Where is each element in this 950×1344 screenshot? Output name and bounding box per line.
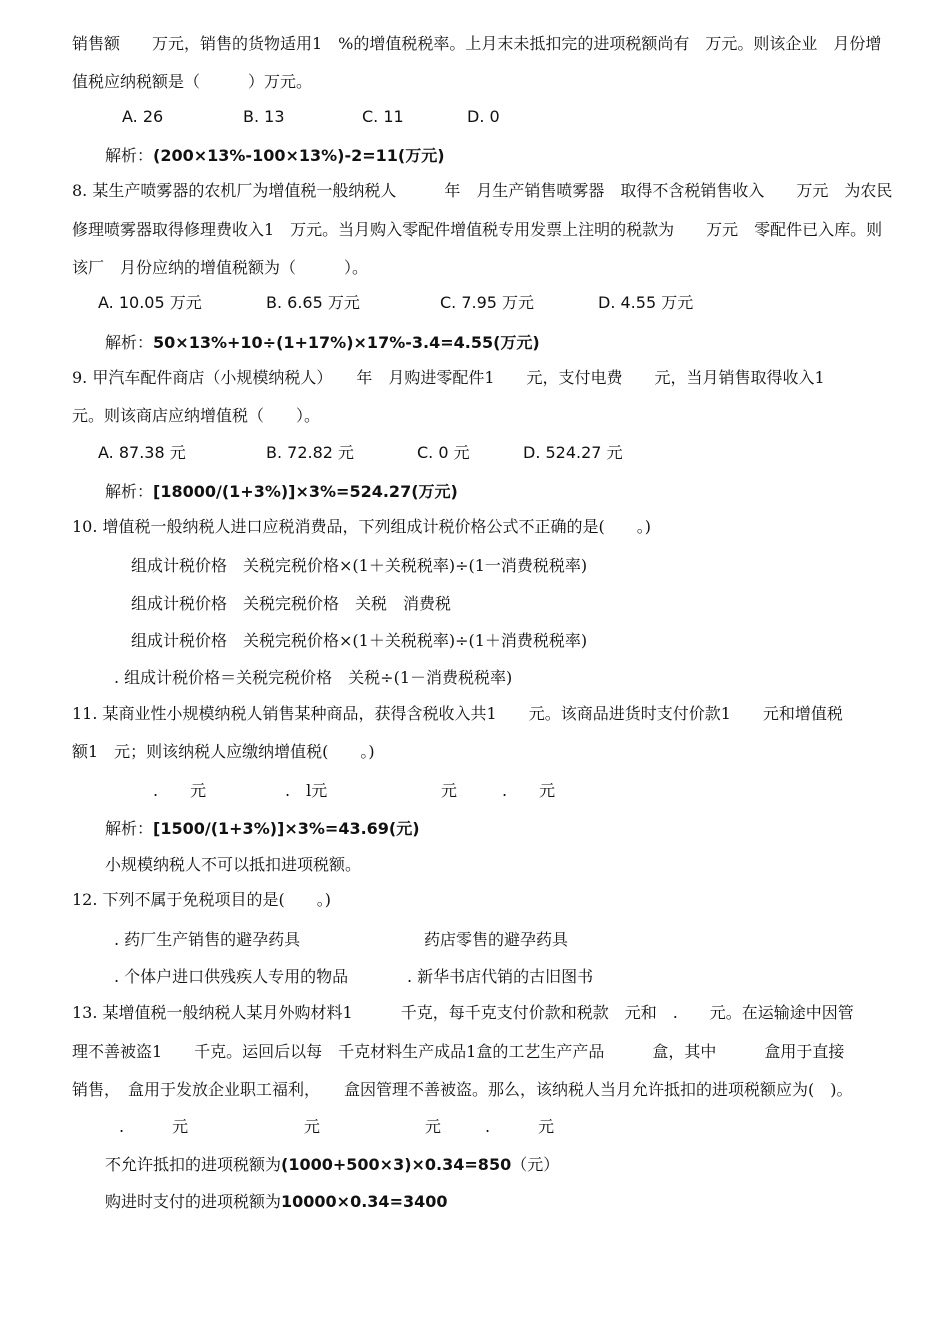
q11-option-c: 元 (441, 781, 458, 800)
q8-option-a: A. 10.05 万元 (98, 293, 202, 312)
q9-option-b: B. 72.82 元 (266, 443, 355, 462)
q8-analysis (105, 333, 540, 353)
q13-option-b: 元 (304, 1117, 321, 1136)
calc2-label: 购进时支付的进项税额为 (105, 1192, 282, 1211)
q7-option-b: B. 13 (243, 107, 285, 126)
q7-analysis (105, 146, 445, 166)
analysis-label: 解析： (105, 482, 154, 501)
analysis-label: 解析： (105, 819, 154, 838)
calc2-formula: 10000×0.34=3400 (281, 1192, 448, 1211)
analysis-label: 解析： (105, 146, 154, 165)
q9-line1: 9. 甲汽车配件商店（小规模纳税人） 年 月购进零配件1 元，支付电费 元，当月销售取得收入1 (72, 368, 825, 387)
q12-option-b: 药店零售的避孕药具 (424, 930, 569, 949)
calc1-formula: (1000+500×3)×0.34=850 (281, 1155, 512, 1174)
q11-line1: 11. 某商业性小规模纳税人销售某种商品，获得含税收入共1 元。该商品进货时支付价款1 元和增值税 (72, 704, 843, 723)
q8-line2: 修理喷雾器取得修理费收入1 万元。当月购入零配件增值税专用发票上注明的税款为 万元 零配件已入库。则 (72, 220, 883, 239)
q9-option-d: D. 524.27 元 (523, 443, 623, 462)
q7-line2: 值税应纳税额是（ ）万元。 (72, 72, 313, 91)
q9-option-a: A. 87.38 元 (98, 443, 186, 462)
calc1-label: 不允许抵扣的进项税额为 (105, 1155, 282, 1174)
q7-line1: 销售额 万元，销售的货物适用1 %的增值税税率。上月末未抵扣完的进项税额尚有 万元。则该企业 月份增 (72, 34, 882, 53)
q10-line1: 10. 增值税一般纳税人进口应税消费品，下列组成计税价格公式不正确的是( 。) (72, 517, 652, 536)
q7-option-d: D. 0 (467, 107, 500, 126)
q8-option-c: C. 7.95 万元 (440, 293, 535, 312)
q10-option-c: 组成计税价格 关税完税价格×(1＋关税税率)÷(1＋消费税税率) (131, 631, 588, 650)
q11-line2: 额1 元；则该纳税人应缴纳增值税( 。) (72, 742, 375, 761)
q11-option-d: . 元 (502, 781, 556, 800)
q13-line2: 理不善被盗1 千克。运回后以每 千克材料生产成品1盒的工艺生产产品 盒，其中 盒用于直接 (72, 1042, 845, 1061)
q8-option-b: B. 6.65 万元 (266, 293, 360, 312)
q12-line1: 12. 下列不属于免税项目的是( 。) (72, 890, 332, 909)
q13-calc1 (105, 1155, 559, 1175)
q9-option-c: C. 0 元 (417, 443, 470, 462)
analysis-formula: [1500/(1+3%)]×3%=43.69(元) (153, 819, 420, 838)
q13-option-d: . 元 (485, 1117, 555, 1136)
q9-analysis (105, 482, 458, 502)
q11-analysis (105, 819, 420, 839)
q13-option-a: . 元 (119, 1117, 189, 1136)
q12-option-c: . 个体户进口供残疾人专用的物品 (114, 967, 349, 986)
q7-option-c: C. 11 (362, 107, 404, 126)
q10-option-b: 组成计税价格 关税完税价格 关税 消费税 (131, 594, 452, 613)
q13-line1: 13. 某增值税一般纳税人某月外购材料1 千克，每千克支付价款和税款 元和 . 元。在运输途中因管 (72, 1003, 854, 1022)
q8-line1: 8. 某生产喷雾器的农机厂为增值税一般纳税人 年 月生产销售喷雾器 取得不含税销售收入 万元 为农民 (72, 181, 893, 200)
q12-option-d: . 新华书店代销的古旧图书 (407, 967, 594, 986)
q10-option-d: . 组成计税价格＝关税完税价格 关税÷(1－消费税税率) (114, 668, 513, 687)
q13-option-c: 元 (425, 1117, 442, 1136)
q13-line3: 销售， 盒用于发放企业职工福利， 盒因管理不善被盗。那么，该纳税人当月允许抵扣的进项税额应为( )。 (72, 1080, 853, 1099)
q12-option-a: . 药厂生产销售的避孕药具 (114, 930, 301, 949)
analysis-formula: 50×13%+10÷(1+17%)×17%-3.4=4.55(万元) (153, 333, 540, 352)
q7-option-a: A. 26 (122, 107, 164, 126)
analysis-formula: [18000/(1+3%)]×3%=524.27(万元) (153, 482, 458, 501)
analysis-formula: (200×13%-100×13%)-2=11(万元) (153, 146, 445, 165)
q10-option-a: 组成计税价格 关税完税价格×(1＋关税税率)÷(1一消费税税率) (131, 556, 588, 575)
q8-option-d: D. 4.55 万元 (598, 293, 694, 312)
analysis-label: 解析： (105, 333, 154, 352)
q11-option-b: . l元 (285, 781, 328, 800)
q9-line2: 元。则该商店应纳增值税（ ）。 (72, 406, 321, 425)
calc1-unit: （元） (511, 1155, 560, 1174)
q11-note: 小规模纳税人不可以抵扣进项税额。 (105, 855, 362, 874)
q8-line3: 该厂 月份应纳的增值税额为（ ）。 (72, 258, 369, 277)
q11-option-a: . 元 (153, 781, 207, 800)
q13-calc2 (105, 1192, 448, 1212)
